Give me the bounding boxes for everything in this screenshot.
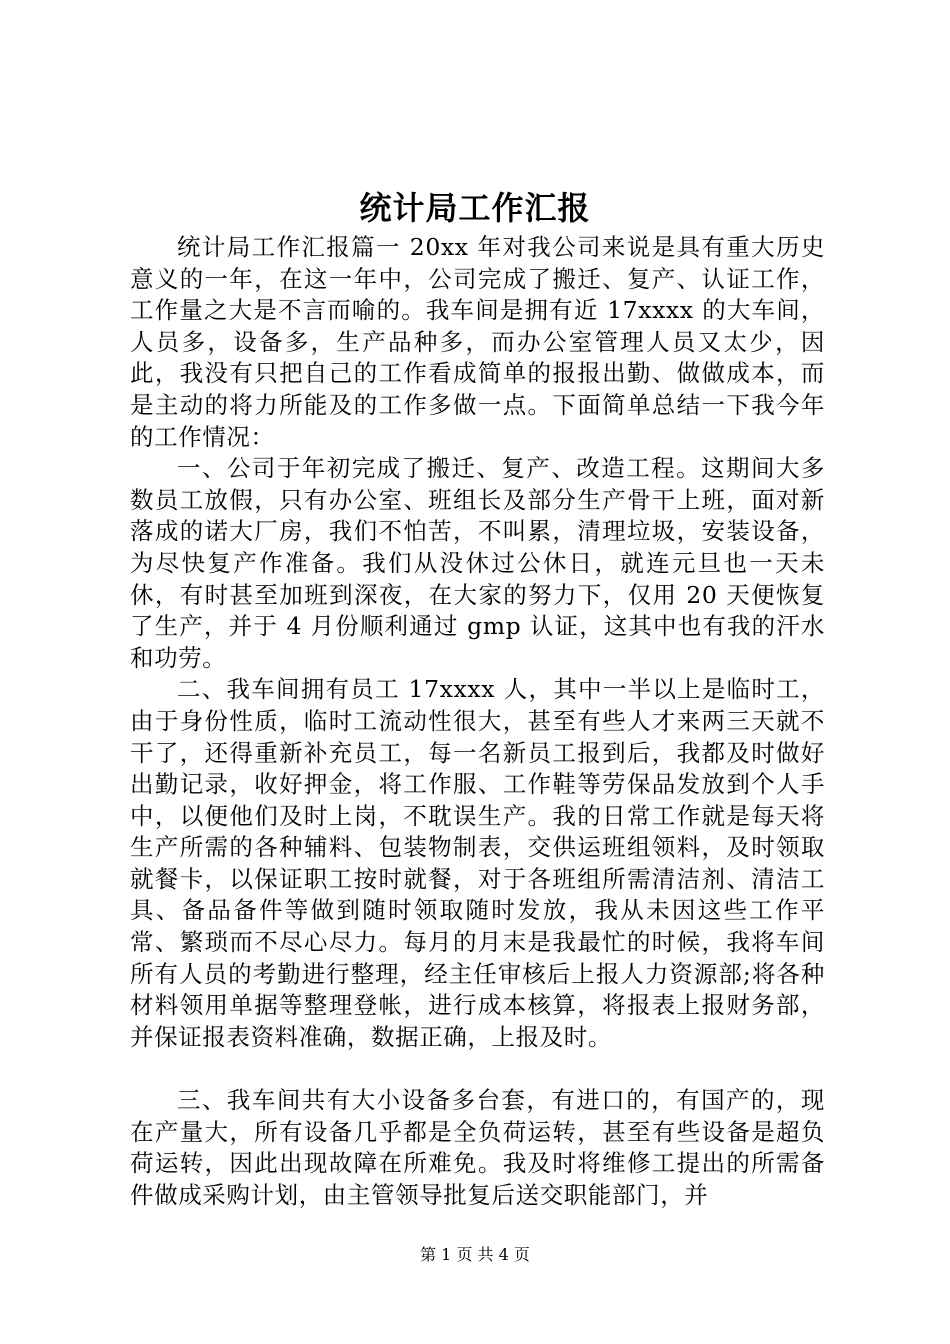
document-title: 统计局工作汇报 (359, 189, 591, 227)
document-body (130, 232, 825, 1211)
paragraph-section-2: 二、我车间拥有员工 17xxxx 人，其中一半以上是临时工，由于身份性质，临时工流动性很大，甚至有些人才来两三天就不干了，还得重新补充员工，每一名新员工报到后，我都及时做好出勤记录，收好押金，将工作服、工作鞋等劳保品发放到个人手中，以便他们及时上岗，不耽误生产。我的日常工作就是每天将生产所需的各种辅料、包装物制表，交供运班组领料，及时领取就餐卡，以保证职工按时就餐，对于各班组所需清洁剂、清洁工具、备品备件等做到随时领取随时发放，我从未因这些工作平常、繁琐而不尽心尽力。每月的月末是我最忙的时候，我将车间所有人员的考勤进行整理，经主任审核后上报人力资源部;将各种材料领用单据等整理登帐，进行成本核算，将报表上报财务部，并保证报表资料准确，数据正确，上报及时。 (130, 675, 825, 1051)
paragraph-section-1: 一、公司于年初完成了搬迁、复产、改造工程。这期间大多数员工放假，只有办公室、班组长及部分生产骨干上班，面对新落成的诺大厂房，我们不怕苦，不叫累，清理垃圾，安装设备，为尽快复产作准备。我们从没休过公休日，就连元旦也一天未休，有时甚至加班到深夜，在大家的努力下，仅用 20 天便恢复了生产，并于 4 月份顺利通过 gmp 认证，这其中也有我的汗水和功劳。 (130, 454, 825, 672)
paragraph-section-3: 三、我车间共有大小设备多台套，有进口的，有国产的，现在产量大，所有设备几乎都是全负荷运转，甚至有些设备是超负荷运转，因此出现故障在所难免。我及时将维修工提出的所需备件做成采购计划，由主管领导批复后送交职能部门，并 (130, 1086, 825, 1209)
paragraph-intro: 统计局工作汇报篇一 20xx 年对我公司来说是具有重大历史意义的一年，在这一年中，公司完成了搬迁、复产、认证工作，工作量之大是不言而喻的。我车间是拥有近 17xxxx 的大车间，人员多，设备多，生产品种多，而办公室管理人员又太少，因此，我没有只把自己的工作看成简单的报报出勤、做做成本，而是主动的将力所能及的工作多做一点。下面简单总结一下我今年的工作情况： (130, 233, 825, 451)
page-footer: 第 1 页 共 4 页 (420, 1245, 530, 1264)
